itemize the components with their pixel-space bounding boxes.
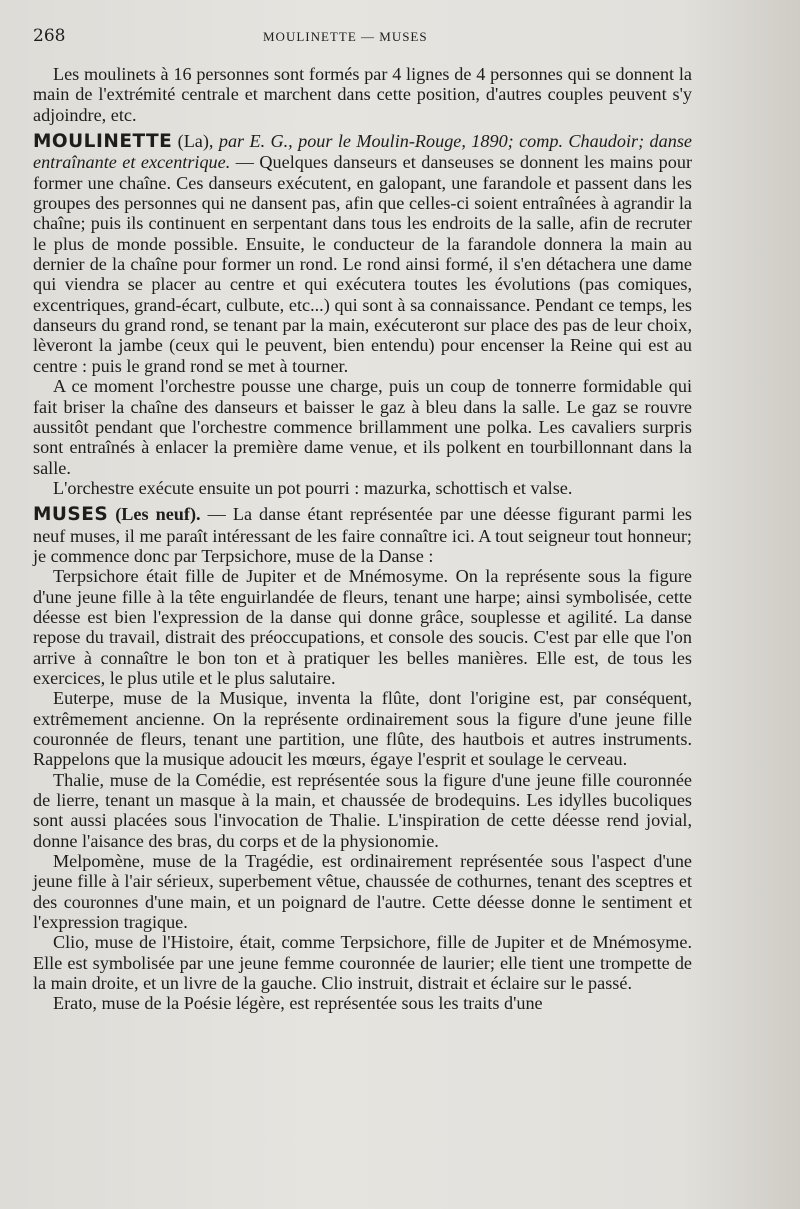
running-head: MOULINETTE — MUSES bbox=[263, 29, 428, 44]
paragraph-thalie: Thalie, muse de la Comédie, est représentée sous la figure d'une jeune fille couronnée de lierre, tenant un masque à la main, et chaussée de brodequins. Les idylles bucoliques sont aussi placées sous l'invocation de Thalie. L'inspiration de cette déesse rend jovial, donne l'aisance des bras, du corps et de la physionomie. bbox=[33, 769, 692, 851]
paragraph-melpomene: Melpomène, muse de la Tragédie, est ordinairement représentée sous l'aspect d'une jeune fille à l'air sérieux, superbement vêtue, chaussée de cothurnes, tenant des sceptres et des couronnes d'une main, et un poignard de l'autre. Cette déesse donne le sentiment et l'expression tragique. bbox=[33, 851, 692, 933]
page-number: 268 bbox=[33, 26, 66, 46]
paragraph-moulinets: Les moulinets à 16 personnes sont formés par 4 lignes de 4 personnes qui se donnent la main de l'extrémité centrale et marchent dans cette position, d'autres couples peuvent s'y adjoindre, etc. bbox=[33, 64, 692, 125]
entry-subtitle: (Les neuf). bbox=[108, 504, 201, 525]
paragraph-terpsichore: Terpsichore était fille de Jupiter et de Mnémosyme. On la représente sous la figure d'une jeune fille à la tête enguirlandée de fleurs, tenant une harpe; ainsi symbolisée, cette déesse est bien l'expression de la danse qui donne grâce, souplesse et agilité. La danse repose du travail, distrait des préoccupations, et console des soucis. C'est par elle que l'on arrive à connaître le bon ton et à pratiquer les belles manières. Elle est, de tous les exercices, le plus utile et le plus salutaire. bbox=[33, 566, 692, 688]
paragraph-erato: Erato, muse de la Poésie légère, est représentée sous les traits d'une bbox=[53, 993, 543, 1014]
paragraph-clio: Clio, muse de l'Histoire, était, comme Terpsichore, fille de Jupiter et de Mnémosyme. Elle est symbolisée par une jeune femme couronnée de laurier; elle tient une trompette de la main droite, et un livre de la gauche. Clio instruit, distrait et éclaire sur le passé. bbox=[33, 932, 692, 994]
entry-moulinette bbox=[33, 131, 692, 376]
entry-description: — Quelques danseurs et danseuses se donnent les mains pour former une chaîne. Ces danseurs exécutent, en galopant, une farandole et passent dans les groupes des personnes qui ne dansent pas, afin que celles-ci soient entraînées à agrandir la chaîne; puis ils continuent en serpentant dans tous les endroits de la salle, afin de recruter le plus de monde possible. Ensuite, le conducteur de la farandole donnera la main au dernier de la chaîne pour former un rond. Le rond ainsi formé, il s'en détachera une dame qui viendra se placer au centre et qui exécutera toutes les évolutions (pas comiques, excentriques, grand-écart, culbute, etc...) qui sont à sa connaissance. Pendant ce temps, les danseurs du grand rond, se tenant par la main, exécuteront sur place des pas de leur choix, lèveront la jambe (ceux qui le peuvent, bien entendu) pour encenser la Reine qui est au centre : puis le grand rond se met à tourner. bbox=[33, 152, 692, 376]
entry-gender: (La), bbox=[172, 131, 219, 152]
page-body bbox=[33, 64, 692, 1014]
entry-description: — La danse étant représentée par une déesse figurant parmi les neuf muses, il me paraît intéressant de les faire connaître ici. A tout seigneur tout honneur; je commence donc par Terpsichore, muse de la Danse : bbox=[33, 504, 692, 566]
entry-attribution: par E. G., pour le Moulin-Rouge, 1890; comp. Chaudoir; danse entraînante et excentrique. bbox=[33, 131, 692, 173]
paragraph-orchestre-charge: A ce moment l'orchestre pousse une charge, puis un coup de tonnerre formidable qui fait briser la chaîne des danseurs et baisser le gaz à bleu dans la salle. Le gaz se rouvre aussitôt pendant que l'orchestre commence brillamment une polka. Les cavaliers surpris sont entraînés à enlacer la première dame venue, et ils polkent en tourbillonnant dans la salle. bbox=[33, 376, 692, 478]
paragraph-orchestre-pot-pourri: L'orchestre exécute ensuite un pot pourri : mazurka, schottisch et valse. bbox=[53, 477, 573, 498]
paragraph-euterpe: Euterpe, muse de la Musique, inventa la flûte, dont l'origine est, par conséquent, extrêmement ancienne. On la représente ordinairement sous la figure d'une jeune fille couronnée de fleurs, tenant une partition, une flûte, des hautbois et autres instruments. Rappelons que la musique adoucit les mœurs, égaye l'esprit et soulage le cerveau. bbox=[33, 688, 692, 770]
headword-moulinette: MOULINETTE bbox=[33, 131, 173, 153]
page-header bbox=[33, 26, 692, 50]
entry-muses bbox=[33, 504, 692, 566]
headword-muses: MUSES bbox=[33, 504, 109, 526]
